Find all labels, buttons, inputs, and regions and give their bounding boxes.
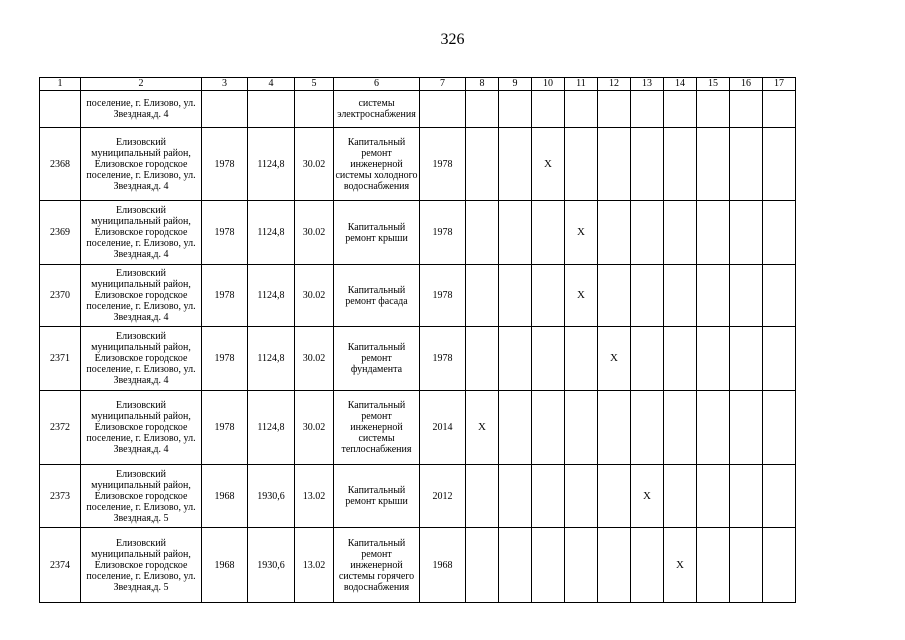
empty-cell [499, 91, 532, 128]
empty-cell [598, 265, 631, 327]
empty-cell [697, 391, 730, 465]
register-table [39, 77, 796, 603]
area-cell: 1124,8 [248, 201, 295, 265]
empty-cell [631, 128, 664, 201]
year-built-cell: 1978 [202, 265, 248, 327]
mark-cell: X [664, 528, 697, 603]
empty-cell [730, 201, 763, 265]
empty-cell [565, 465, 598, 528]
empty-cell [697, 201, 730, 265]
mark-cell: X [598, 327, 631, 391]
row-number-cell: 2374 [40, 528, 81, 603]
row-number-cell: 2372 [40, 391, 81, 465]
year-last-cell: 2014 [420, 391, 466, 465]
column-header: 16 [730, 78, 763, 91]
column-header: 9 [499, 78, 532, 91]
address-cell: Елизовский муниципальный район, Елизовское городское поселение, г. Елизово, ул. Звездная,д. 4 [81, 265, 202, 327]
empty-cell [631, 528, 664, 603]
empty-cell [730, 265, 763, 327]
empty-cell [499, 265, 532, 327]
code-cell: 30.02 [295, 391, 334, 465]
work-type-cell: Капитальный ремонт фундамента [334, 327, 420, 391]
address-cell: Елизовский муниципальный район, Елизовское городское поселение, г. Елизово, ул. Звездная,д. 5 [81, 465, 202, 528]
empty-cell [499, 327, 532, 391]
work-type-cell: системы электроснабжения [334, 91, 420, 128]
empty-cell [697, 327, 730, 391]
area-cell: 1124,8 [248, 128, 295, 201]
address-cell: Елизовский муниципальный район, Елизовское городское поселение, г. Елизово, ул. Звездная,д. 4 [81, 391, 202, 465]
column-header: 15 [697, 78, 730, 91]
year-last-cell: 2012 [420, 465, 466, 528]
empty-cell [763, 327, 796, 391]
empty-cell [664, 265, 697, 327]
mark-cell: X [466, 391, 499, 465]
empty-cell [598, 465, 631, 528]
empty-cell [565, 327, 598, 391]
empty-cell [697, 128, 730, 201]
empty-cell [466, 265, 499, 327]
empty-cell [631, 201, 664, 265]
empty-cell [631, 391, 664, 465]
empty-cell [598, 128, 631, 201]
empty-cell [730, 327, 763, 391]
empty-cell [697, 465, 730, 528]
empty-cell [532, 265, 565, 327]
column-header: 17 [763, 78, 796, 91]
empty-cell [598, 201, 631, 265]
empty-cell [763, 265, 796, 327]
empty-cell [565, 528, 598, 603]
area-cell: 1930,6 [248, 465, 295, 528]
row-number-cell: 2371 [40, 327, 81, 391]
column-header: 10 [532, 78, 565, 91]
empty-cell [763, 128, 796, 201]
empty-cell [631, 91, 664, 128]
empty-cell [565, 128, 598, 201]
year-last-cell: 1978 [420, 265, 466, 327]
column-header: 14 [664, 78, 697, 91]
table-body [40, 78, 796, 603]
empty-cell [499, 391, 532, 465]
year-built-cell: 1978 [202, 327, 248, 391]
table-row [40, 465, 796, 528]
column-header: 6 [334, 78, 420, 91]
empty-cell [763, 465, 796, 528]
empty-cell [466, 327, 499, 391]
column-header: 5 [295, 78, 334, 91]
empty-cell [730, 128, 763, 201]
empty-cell [499, 465, 532, 528]
year-built-cell [202, 91, 248, 128]
year-last-cell [420, 91, 466, 128]
empty-cell [730, 391, 763, 465]
empty-cell [763, 391, 796, 465]
page-number: 326 [440, 31, 465, 48]
table-row [40, 201, 796, 265]
area-cell: 1124,8 [248, 265, 295, 327]
year-built-cell: 1978 [202, 391, 248, 465]
empty-cell [697, 528, 730, 603]
empty-cell [466, 528, 499, 603]
column-header: 7 [420, 78, 466, 91]
table-row [40, 391, 796, 465]
empty-cell [664, 91, 697, 128]
address-cell: поселение, г. Елизово, ул. Звездная,д. 4 [81, 91, 202, 128]
empty-cell [664, 465, 697, 528]
work-type-cell: Капитальный ремонт фасада [334, 265, 420, 327]
work-type-cell: Капитальный ремонт инженерной системы теплоснабжения [334, 391, 420, 465]
code-cell: 30.02 [295, 128, 334, 201]
empty-cell [466, 91, 499, 128]
mark-cell: X [631, 465, 664, 528]
empty-cell [598, 391, 631, 465]
empty-cell [631, 265, 664, 327]
year-built-cell: 1968 [202, 465, 248, 528]
empty-cell [565, 91, 598, 128]
mark-cell: X [532, 128, 565, 201]
mark-cell: X [565, 265, 598, 327]
address-cell: Елизовский муниципальный район, Елизовское городское поселение, г. Елизово, ул. Звездная,д. 4 [81, 128, 202, 201]
address-cell: Елизовский муниципальный район, Елизовское городское поселение, г. Елизово, ул. Звездная,д. 4 [81, 327, 202, 391]
row-number-cell [40, 91, 81, 128]
empty-cell [697, 91, 730, 128]
code-cell: 30.02 [295, 327, 334, 391]
address-cell: Елизовский муниципальный район, Елизовское городское поселение, г. Елизово, ул. Звездная,д. 5 [81, 528, 202, 603]
column-header: 12 [598, 78, 631, 91]
year-built-cell: 1978 [202, 128, 248, 201]
empty-cell [598, 528, 631, 603]
work-type-cell: Капитальный ремонт крыши [334, 465, 420, 528]
year-last-cell: 1978 [420, 327, 466, 391]
column-header: 11 [565, 78, 598, 91]
column-header: 8 [466, 78, 499, 91]
empty-cell [730, 91, 763, 128]
empty-cell [631, 327, 664, 391]
code-cell: 13.02 [295, 528, 334, 603]
table-row [40, 528, 796, 603]
empty-cell [466, 128, 499, 201]
row-number-cell: 2373 [40, 465, 81, 528]
empty-cell [730, 465, 763, 528]
code-cell: 30.02 [295, 201, 334, 265]
table-row [40, 128, 796, 201]
area-cell: 1930,6 [248, 528, 295, 603]
table-row [40, 265, 796, 327]
empty-cell [598, 91, 631, 128]
empty-cell [664, 391, 697, 465]
empty-cell [664, 201, 697, 265]
empty-cell [763, 201, 796, 265]
year-built-cell: 1978 [202, 201, 248, 265]
empty-cell [532, 391, 565, 465]
empty-cell [499, 128, 532, 201]
column-header: 2 [81, 78, 202, 91]
area-cell: 1124,8 [248, 391, 295, 465]
year-last-cell: 1978 [420, 201, 466, 265]
empty-cell [466, 465, 499, 528]
column-header: 3 [202, 78, 248, 91]
code-cell [295, 91, 334, 128]
column-header: 4 [248, 78, 295, 91]
code-cell: 13.02 [295, 465, 334, 528]
table-row [40, 327, 796, 391]
column-header: 1 [40, 78, 81, 91]
empty-cell [532, 91, 565, 128]
mark-cell: X [565, 201, 598, 265]
empty-cell [532, 465, 565, 528]
column-header: 13 [631, 78, 664, 91]
column-header-row [40, 78, 796, 91]
area-cell [248, 91, 295, 128]
address-cell: Елизовский муниципальный район, Елизовское городское поселение, г. Елизово, ул. Звездная,д. 4 [81, 201, 202, 265]
code-cell: 30.02 [295, 265, 334, 327]
area-cell: 1124,8 [248, 327, 295, 391]
row-number-cell: 2368 [40, 128, 81, 201]
row-number-cell: 2370 [40, 265, 81, 327]
empty-cell [664, 327, 697, 391]
empty-cell [763, 91, 796, 128]
row-number-cell: 2369 [40, 201, 81, 265]
year-last-cell: 1978 [420, 128, 466, 201]
work-type-cell: Капитальный ремонт крыши [334, 201, 420, 265]
year-last-cell: 1968 [420, 528, 466, 603]
empty-cell [499, 528, 532, 603]
empty-cell [763, 528, 796, 603]
year-built-cell: 1968 [202, 528, 248, 603]
work-type-cell: Капитальный ремонт инженерной системы холодного водоснабжения [334, 128, 420, 201]
table-row [40, 91, 796, 128]
empty-cell [499, 201, 532, 265]
empty-cell [532, 528, 565, 603]
empty-cell [532, 201, 565, 265]
empty-cell [565, 391, 598, 465]
empty-cell [697, 265, 730, 327]
work-type-cell: Капитальный ремонт инженерной системы горячего водоснабжения [334, 528, 420, 603]
empty-cell [466, 201, 499, 265]
empty-cell [664, 128, 697, 201]
empty-cell [532, 327, 565, 391]
empty-cell [730, 528, 763, 603]
